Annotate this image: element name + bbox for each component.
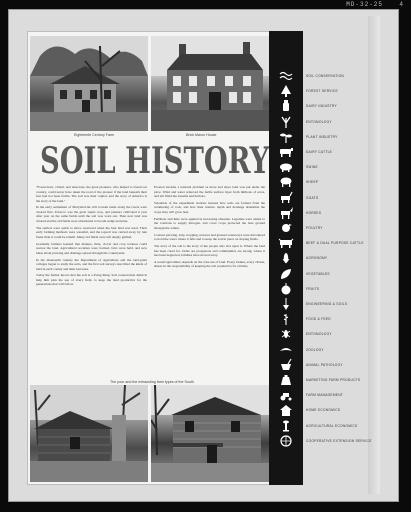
topic-label: ANIMAL PATHOLOGY — [306, 362, 343, 367]
photo-caption-2: Brick Manor House — [186, 133, 217, 137]
topic-label: ENTOMOLOGY — [306, 332, 332, 337]
topic-label: VEGETABLES — [306, 271, 330, 276]
body-paragraph: A sound agriculture depends on the wise use of land. Every farmer, every citizen, shares in the responsibility of keeping the soil productive for all time. — [154, 259, 265, 269]
topic-label: ZOOLOGY — [306, 347, 324, 352]
topic-label: FOREST SERVICE — [306, 89, 338, 94]
body-paragraph: "Forest-born, virtual, and tenacious, the great pioneers, who helped to found our country, could never have taken the road of the pioneer if the land beneath their feet had not been fertile. The soil was their capital, and the story of America is the story of the land." — [36, 185, 147, 203]
topic-label: SHEEP — [306, 180, 319, 185]
topic-label: ENTOMOLOGY — [306, 119, 332, 124]
topic-label: FOOD & FEED — [306, 317, 331, 322]
body-paragraph: The story of the soil is the story of the people who live upon it. Where the land has been cared for, farms are prosperous and communities are strong; where it has been neglected, families have moved away. — [154, 244, 265, 258]
wavy-lines-icon — [269, 69, 303, 83]
film-sheet: 4 — [399, 1, 403, 8]
lamp-icon — [269, 419, 303, 433]
topic-label: BEEF & DUAL PURPOSE CATTLE — [306, 241, 364, 246]
topic-label: FRUITS — [306, 286, 320, 291]
topic-label: DAIRY INDUSTRY — [306, 104, 337, 109]
photo-farmhouse — [30, 36, 148, 131]
body-paragraph: Fertilizer and lime were applied in increasing amounts. Legumes were added to the rotations to supply nitrogen, and cover crops protected the bare ground through the winter. — [154, 216, 265, 230]
body-paragraph: The settlers were quick to move westward when the best land was used. Their early farming methods were wasteful, and the topsoil was carried away by rain faster than it could be rebuilt. Many old fields were left deeply gullied. — [36, 225, 147, 239]
topic-label: AGRICULTURAL ECONOMICS — [306, 423, 358, 428]
hen-icon — [269, 221, 303, 235]
topic-label: AGRONOMY — [306, 256, 328, 261]
globe-icon — [269, 434, 303, 448]
cow-icon — [269, 145, 303, 159]
body-paragraph: Today the farmer knows that the soil is a living thing. Soil conservation districts help him plan the use of every field, to keep the land productive for the generations that will follow. — [36, 273, 147, 287]
goat-icon — [269, 191, 303, 205]
topic-label: ENGINEERING & SOILS — [306, 302, 348, 306]
mount-edge — [368, 16, 380, 494]
body-paragraph: Erosion became a national problem as more and more land was put under the plow. Wind and water removed the fertile surface layer from millions of acres, and silt filled the streams and harbors. — [154, 185, 265, 198]
topic-label: SWINE — [306, 165, 318, 170]
mortar-icon — [269, 358, 303, 372]
body-column-right — [154, 185, 265, 375]
photo-caption-1: Eighteenth Century Farm — [74, 133, 115, 137]
bag-icon — [269, 373, 303, 387]
topic-label: SOIL CONSERVATION — [306, 74, 345, 78]
house-icon — [269, 403, 303, 417]
topic-label: COOPERATIVE EXTENSION SERVICE — [306, 438, 372, 443]
sheep-icon — [269, 175, 303, 189]
film-code: MD-32-25 — [346, 1, 383, 8]
topic-labels — [306, 31, 372, 485]
body-paragraph: In the nineteenth century the Department of Agriculture and the land-grant colleges began to study the soils, and the first soil surveys described the kinds of land in each county and their best uses. — [36, 257, 147, 271]
sheaf-icon — [269, 115, 303, 129]
apple-icon — [269, 282, 303, 296]
leaf-icon — [269, 267, 303, 281]
topic-label: HOME ECONOMICS — [306, 408, 341, 413]
topic-label: PLANT INDUSTRY — [306, 134, 338, 139]
photo-brick-house — [151, 36, 269, 131]
insect-icon — [269, 327, 303, 341]
shovel-icon — [269, 297, 303, 311]
topic-label: GOATS — [306, 195, 319, 200]
bird-icon — [269, 343, 303, 357]
corn-icon — [269, 251, 303, 265]
topic-label: DAIRY CATTLE — [306, 150, 333, 154]
topic-label: MARKETING FARM PRODUCTS — [306, 378, 361, 382]
pig-icon — [269, 160, 303, 174]
topic-label: HORSES — [306, 210, 322, 215]
photo-caption-3: The poor and the exhausting farm types of the South — [110, 380, 194, 384]
body-column-left — [36, 185, 147, 375]
body-paragraph: Contour plowing, strip cropping, terraces and grassed waterways were introduced to hold the water where it falls and to keep the soil in place on sloping fields. — [154, 232, 265, 242]
topic-label: POULTRY — [306, 226, 323, 230]
body-paragraph: Scientists of the experiment stations learned how soils are formed from the weathering of rock, and how their texture, depth and drainage determine the crops they will grow best. — [154, 200, 265, 214]
page-title: SOIL HISTORY — [40, 140, 270, 182]
tree-icon — [269, 84, 303, 98]
body-paragraph: Gradually farmers learned that manure, lime, clover and crop rotation could restore the land. Agricultural societies were formed, fairs were held, and new ideas about plowing and drainage spread through the countryside. — [36, 241, 147, 255]
tractor-icon — [269, 388, 303, 402]
plant-icon — [269, 130, 303, 144]
bull-icon — [269, 236, 303, 250]
wheat-icon — [269, 312, 303, 326]
photo-log-cabin — [30, 385, 148, 482]
body-paragraph: In the early settlement of Maryland the rich bottom lands along the rivers were cleared first. Tobacco was the great staple crop, and planters cultivated it year after year on the same fields until the soil was worn out. Then new land was cleared and the old fields were abandoned to broom sedge and pine. — [36, 205, 147, 223]
photo-clapboard-house — [151, 385, 269, 482]
milk-can-icon — [269, 99, 303, 113]
topic-label: FARM MANAGEMENT — [306, 393, 344, 398]
horse-icon — [269, 206, 303, 220]
